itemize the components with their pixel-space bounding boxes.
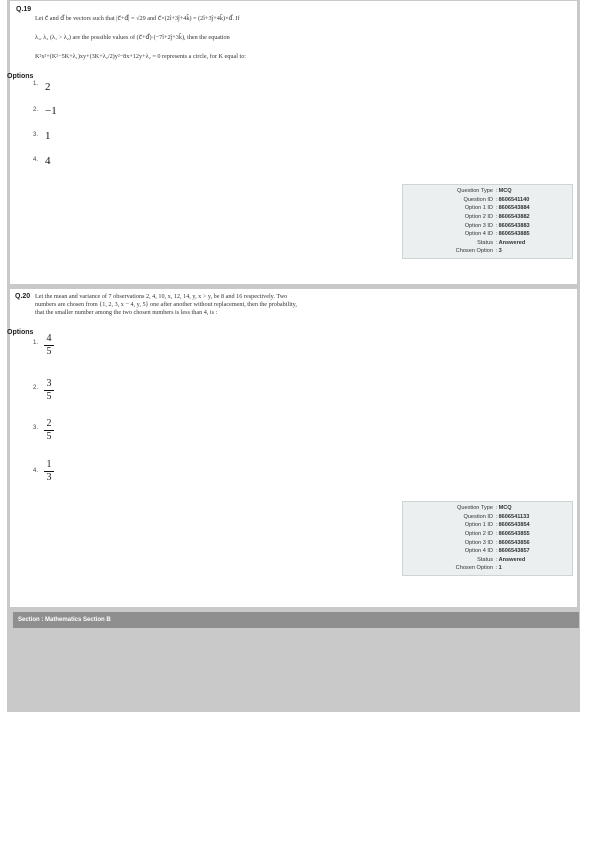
question-number: Q.20	[15, 293, 31, 300]
option-3-value[interactable]: 1	[45, 130, 51, 142]
option-1-value[interactable]: 2	[45, 81, 51, 93]
question-id-value: 8606541140	[498, 196, 530, 203]
question-meta-panel: Question Type : MCQ Question ID : 8606541133 Option 1 ID : 8606543854 Option 2 ID : 8606543855 Option 3 ID : 8606543856 Option 4 ID : 8606543857 Status : Answered Chosen Option : 1	[402, 501, 573, 576]
meta-label: Option 4 ID	[464, 231, 493, 238]
question-text-line-1: Let c⃗ and d⃗ be vectors such that |c⃗+d⃗| = √29 and c⃗×(2î+3ĵ+4k̂) = (2î+3ĵ+4k̂)×d⃗. If	[35, 15, 240, 22]
meta-label: Chosen Option	[455, 248, 493, 255]
question-text-line-2: numbers are chosen from {1, 2, 3, x − 4, y, 5} one after another without replacement, then the probability,	[35, 301, 297, 308]
question-type-value: MCQ	[498, 188, 512, 195]
meta-label: Question ID	[463, 196, 493, 203]
question-meta-panel: Question Type : MCQ Question ID : 8606541140 Option 1 ID : 8606543884 Option 2 ID : 8606543882 Option 3 ID : 8606543883 Option 4 ID : 8606543885 Status : Answered Chosen Option : 3	[402, 184, 573, 259]
question-20-card	[7, 289, 577, 607]
meta-label: Option 4 ID	[464, 548, 493, 555]
option-4-id-value: 8606543885	[498, 231, 530, 238]
question-text-line-1: Let the mean and variance of 7 observations 2, 4, 10, x, 12, 14, y, x > y, be 8 and 16 respectively. Two	[35, 293, 288, 300]
numerator: 3	[46, 378, 52, 389]
option-3-id-value: 8606543883	[498, 222, 530, 229]
meta-label: Chosen Option	[455, 565, 493, 572]
option-1-number: 1.	[33, 81, 39, 87]
status-value: Answered	[498, 556, 526, 563]
question-number: Q.19	[16, 6, 32, 13]
option-4-fraction[interactable]	[44, 460, 54, 483]
question-19-card	[7, 1, 577, 284]
denominator: 5	[46, 431, 52, 442]
question-text-line-3: that the smaller number among the two chosen numbers is less than 4, is :	[35, 309, 218, 316]
denominator: 5	[46, 391, 52, 402]
chosen-option-value: 1	[498, 565, 502, 572]
option-2-number: 2.	[33, 385, 39, 391]
option-3-fraction[interactable]	[44, 419, 54, 442]
option-4-number: 4.	[33, 468, 39, 474]
chosen-option-value: 3	[498, 248, 502, 255]
option-3-number: 3.	[33, 132, 39, 138]
meta-label: Status	[477, 239, 493, 246]
options-label: Options	[7, 329, 34, 336]
meta-label: Option 1 ID	[464, 205, 493, 212]
question-type-value: MCQ	[498, 505, 512, 512]
meta-label: Question Type	[457, 188, 493, 195]
meta-label: Question ID	[463, 513, 493, 520]
option-1-id-value: 8606543884	[498, 205, 530, 212]
option-2-id-value: 8606543882	[498, 214, 530, 221]
meta-label: Option 3 ID	[464, 539, 493, 546]
question-text-line-3: K²x²+(K²−5K+λ₁)xy+(3K+λ₂/2)y²−8x+12y+λ₂ = 0 represents a circle, for K equal to:	[35, 53, 247, 60]
option-2-id-value: 8606543855	[498, 531, 530, 538]
option-1-id-value: 8606543854	[498, 522, 530, 529]
option-3-number: 3.	[33, 425, 39, 431]
option-2-value[interactable]: −1	[45, 105, 57, 117]
denominator: 3	[46, 472, 52, 483]
numerator: 1	[46, 459, 52, 470]
option-1-number: 1.	[33, 340, 39, 346]
question-id-value: 8606541133	[498, 513, 530, 520]
option-4-number: 4.	[33, 157, 39, 163]
meta-label: Status	[477, 556, 493, 563]
meta-label: Option 3 ID	[464, 222, 493, 229]
option-1-fraction[interactable]	[44, 334, 54, 357]
section-header-bar: Section : Mathematics Section B	[13, 612, 579, 628]
option-4-value[interactable]: 4	[45, 155, 51, 167]
meta-label: Question Type	[457, 505, 493, 512]
meta-label: Option 2 ID	[464, 214, 493, 221]
option-2-fraction[interactable]	[44, 379, 54, 402]
denominator: 5	[46, 346, 52, 357]
meta-label: Option 1 ID	[464, 522, 493, 529]
question-text-line-2: λ₁, λ₂ (λ₁ > λ₂) are the possible values of (c⃗+d⃗)·(−7î+2ĵ+3k̂), then the equation	[35, 34, 230, 41]
option-2-number: 2.	[33, 107, 39, 113]
status-value: Answered	[498, 239, 526, 246]
option-3-id-value: 8606543856	[498, 539, 530, 546]
numerator: 4	[46, 333, 52, 344]
meta-label: Option 2 ID	[464, 531, 493, 538]
numerator: 2	[46, 418, 52, 429]
options-label: Options	[7, 73, 34, 80]
option-4-id-value: 8606543857	[498, 548, 530, 555]
